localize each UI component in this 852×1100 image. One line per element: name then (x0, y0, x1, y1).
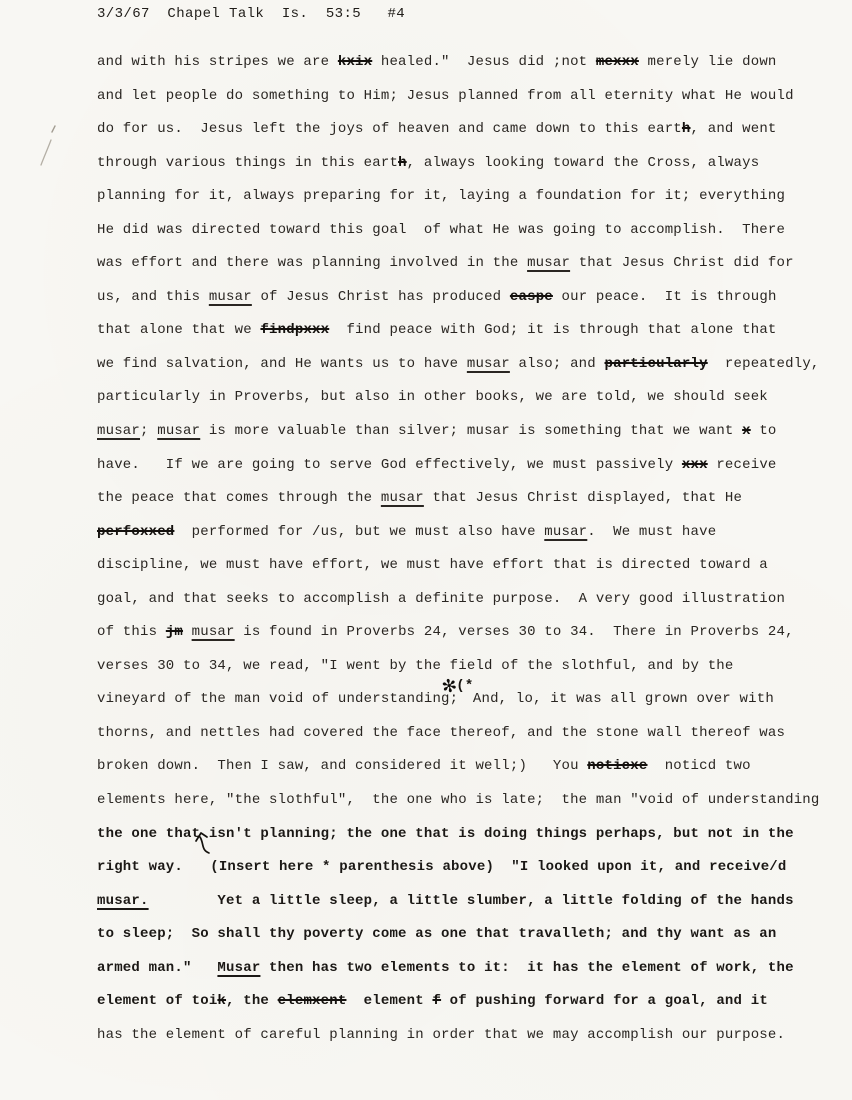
underlined-word: musar (208, 288, 252, 305)
struck-word: xxx (681, 456, 708, 473)
text-segment: is found in Proverbs 24, verses 30 to 34. There in Proverbs 24, (234, 624, 794, 641)
text-line (97, 717, 832, 751)
text-segment: , the (226, 993, 278, 1010)
text-segment: elements here, "the slothful", the one who is late; the man "void of understanding (97, 792, 820, 809)
text-segment: , and went (690, 121, 777, 138)
text-segment: (Insert here * parenthesis above) "I looked upon it, and receive/d (210, 859, 787, 876)
struck-word: findpxxx (260, 322, 330, 339)
text-line (97, 784, 832, 818)
struck-word: kxix (337, 54, 373, 70)
text-segment: right way. (97, 859, 201, 876)
text-segment: the one that isn't planning; the one that is doing things perhaps, but not in the (97, 825, 794, 842)
text-line (97, 952, 832, 986)
text-line (97, 449, 832, 483)
struck-word: h (398, 154, 407, 171)
struck-word: easpe (509, 288, 553, 305)
text-segment: also; and (509, 355, 605, 372)
text-line (97, 281, 832, 315)
text-segment: receive (707, 456, 777, 473)
text-line (97, 80, 832, 114)
text-line (97, 583, 832, 617)
text-line (97, 113, 832, 147)
text-segment: healed." Jesus did ;not (372, 54, 596, 70)
typed-insert-mark: (* (456, 678, 474, 695)
insertion-mark (440, 675, 474, 702)
text-line (97, 381, 832, 415)
struck-word: f (432, 993, 442, 1010)
text-segment (183, 624, 192, 640)
text-line (97, 348, 832, 382)
text-line (97, 851, 832, 885)
struck-word: k (217, 993, 227, 1010)
underlined-word: musar (380, 490, 424, 507)
underlined-word: musar (157, 423, 201, 440)
text-segment: element (346, 993, 433, 1010)
document-body (97, 46, 832, 1052)
text-line (97, 675, 832, 717)
text-segment: performed for /us, but we must also have (174, 523, 545, 540)
struck-word: particularly (604, 355, 708, 372)
underlined-word: musar. (97, 892, 149, 909)
text-line (97, 46, 832, 80)
text-segment: that alone that we (97, 322, 261, 339)
text-segment: discipline, we must have effort, we must have effort that is directed toward a (97, 557, 768, 574)
text-segment: . We must have (587, 523, 717, 540)
text-segment: us, and this (97, 288, 209, 305)
text-line (97, 918, 832, 952)
text-segment: , always looking toward the Cross, always (406, 154, 760, 171)
handwritten-asterisk-icon: ✻ (440, 675, 460, 699)
underlined-word: musar (466, 355, 510, 372)
text-line (97, 247, 832, 281)
text-segment: our peace. It is through (552, 288, 777, 305)
text-line (97, 147, 832, 181)
text-line (97, 482, 832, 516)
struck-word: elemxent (277, 993, 347, 1010)
text-segment: was effort and there was planning involved in the (97, 255, 528, 272)
text-segment: have. If we are going to serve God effectively, we must passively (97, 456, 682, 473)
text-segment: through various things in this eart (97, 154, 399, 171)
text-segment: we find salvation, and He wants us to have (97, 355, 467, 372)
text-segment: of this (97, 624, 166, 641)
text-segment: ; (140, 423, 158, 440)
text-segment: thorns, and nettles had covered the face thereof, and the stone wall thereof was (97, 724, 786, 741)
text-segment: of pushing forward for a goal, and it (441, 993, 768, 1010)
struck-word: x (742, 423, 751, 440)
text-segment: to sleep; So shall thy poverty come as one that travalleth; and thy want as an (97, 926, 777, 943)
text-segment: armed man." (97, 959, 218, 976)
text-segment: find peace with God; it is through that alone that (329, 322, 777, 339)
text-segment: of Jesus Christ has produced (251, 288, 510, 305)
text-segment: is more valuable than silver; musar is something that we want (200, 423, 743, 440)
text-segment: repeatedly, (707, 355, 820, 372)
underlined-word: musar (191, 624, 235, 641)
text-line (97, 616, 832, 650)
struck-word: h (681, 121, 691, 138)
text-line (97, 516, 832, 550)
text-segment: that Jesus Christ did for (570, 255, 794, 272)
underlined-word: musar (97, 423, 141, 440)
struck-word: mexxx (595, 54, 639, 70)
handwritten-arrow-icon (200, 856, 210, 870)
text-line (97, 214, 832, 248)
text-segment: element of toi (97, 993, 218, 1010)
text-segment: goal, and that seeks to accomplish a definite purpose. A very good illustration (97, 590, 786, 607)
text-segment: planning for it, always preparing for it, laying a foundation for it; everything (97, 188, 786, 205)
text-segment: that Jesus Christ displayed, that He (423, 490, 743, 507)
text-segment: the peace that comes through the (97, 490, 381, 507)
text-segment: then has two elements to it: it has the element of work, the (260, 959, 794, 976)
text-line (97, 180, 832, 214)
text-segment: do for us. Jesus left the joys of heaven and came down to this eart (97, 121, 682, 138)
text-line (97, 1019, 832, 1053)
text-segment: merely lie down (638, 54, 777, 70)
struck-word: noticxe (587, 758, 648, 775)
text-segment: and let people do something to Him; Jesus planned from all eternity what He would (97, 87, 794, 104)
text-line (97, 415, 832, 449)
text-segment: and with his stripes we are (97, 54, 338, 70)
text-segment: Yet a little sleep, a little slumber, a little folding of the hands (148, 892, 794, 909)
text-segment: has the element of careful planning in order that we may accomplish our purpose. (97, 1026, 786, 1043)
struck-word: perfoxxed (97, 523, 175, 540)
text-segment: particularly in Proverbs, but also in other books, we are told, we should seek (97, 389, 768, 406)
document-header: 3/3/67 Chapel Talk Is. 53:5 #4 (97, 6, 406, 22)
text-segment: noticd two (647, 758, 751, 775)
text-line (97, 314, 832, 348)
text-segment: to (750, 423, 777, 440)
underlined-word: musar (544, 523, 588, 540)
text-segment: And, lo, it was all grown over with (464, 691, 774, 708)
text-segment: broken down. Then I saw, and considered it well;) You (97, 758, 588, 775)
underlined-word: Musar (217, 959, 261, 976)
text-line (97, 750, 832, 784)
struck-word: jm (165, 624, 184, 641)
text-segment: vineyard of the man void of understanding; (97, 691, 459, 708)
text-line (97, 885, 832, 919)
text-line (97, 985, 832, 1019)
pencil-slash-mark (38, 124, 62, 172)
underlined-word: musar (527, 255, 571, 272)
text-segment: He did was directed toward this goal of what He was going to accomplish. There (97, 221, 786, 238)
text-segment: verses 30 to 34, we read, "I went by the field of the slothful, and by the (97, 657, 734, 674)
text-line (97, 549, 832, 583)
